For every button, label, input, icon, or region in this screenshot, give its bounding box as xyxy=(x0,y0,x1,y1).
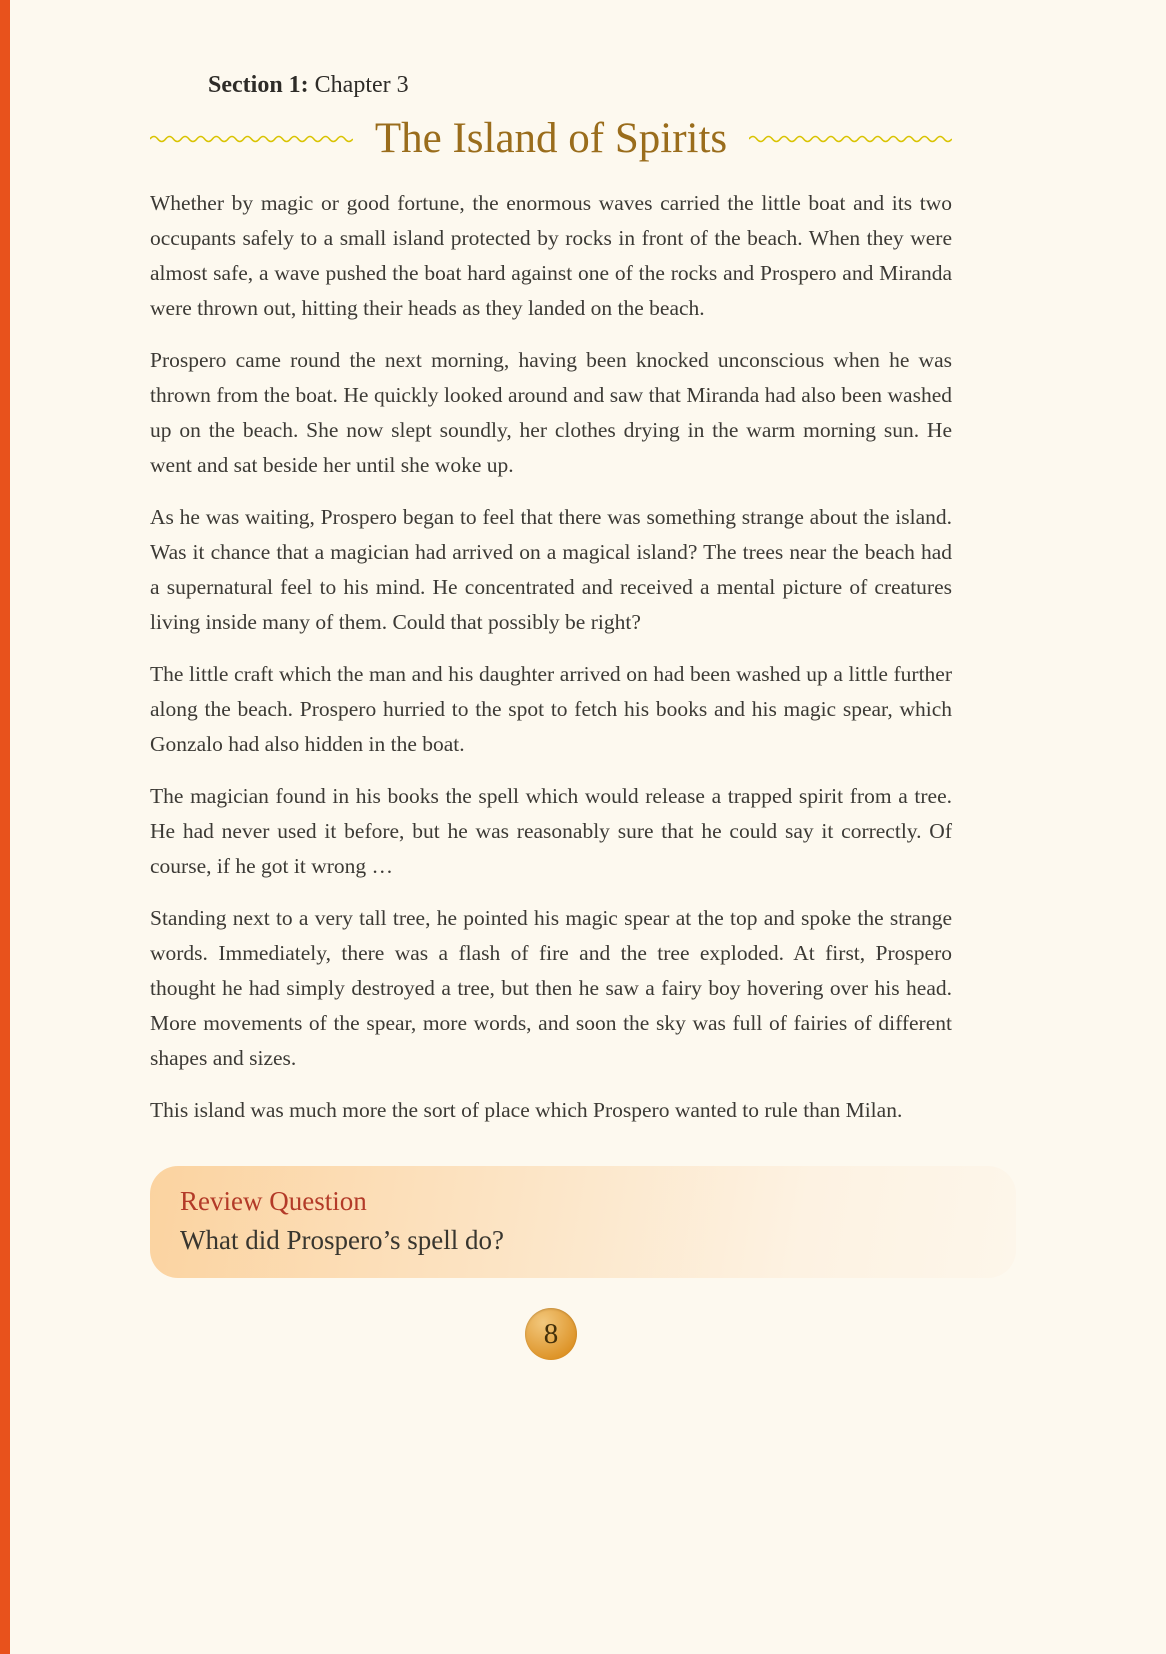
chapter-body xyxy=(150,186,952,1128)
paragraph: As he was waiting, Prospero began to feel that there was something strange about the island. Was it chance that a magician had arrived on a magical island? The trees near the beach had a supernatural feel to his mind. He concentrated and received a mental picture of creatures living inside many of them. Could that possibly be right? xyxy=(150,505,952,634)
page-title: The Island of Spirits xyxy=(374,115,728,162)
page-content xyxy=(150,72,1016,1360)
review-question-text: What did Prospero’s spell do? xyxy=(180,1225,504,1255)
wavy-divider-left-icon xyxy=(150,133,353,145)
section-label: Section 1: xyxy=(208,72,309,98)
title-row xyxy=(150,117,952,160)
paragraph: The magician found in his books the spell which would release a trapped spirit from a tree. He had never used it before, but he was reasonably sure that he could say it correctly. Of course, if he got it wrong … xyxy=(150,784,952,878)
paragraph: This island was much more the sort of place which Prospero wanted to rule than Milan. xyxy=(150,1098,903,1122)
paragraph: Standing next to a very tall tree, he pointed his magic spear at the top and spoke the strange words. Immediately, there was a flash of fire and the tree exploded. At first, Prospero thought he had simply destroyed a tree, but then he saw a fairy boy hovering over his head. More movements of the spear, more words, and soon the sky was full of fairies of different shapes and sizes. xyxy=(150,906,952,1070)
chapter-label: Chapter 3 xyxy=(308,72,409,98)
review-question-heading: Review Question xyxy=(180,1186,367,1216)
chapter-header xyxy=(208,72,1016,99)
paragraph: Prospero came round the next morning, having been knocked unconscious when he was thrown from the boat. He quickly looked around and saw that Miranda had also been washed up on the beach. She now slept soundly, her clothes drying in the warm morning sun. He went and sat beside her until she woke up. xyxy=(150,348,952,477)
paragraph: The little craft which the man and his daughter arrived on had been washed up a little further along the beach. Prospero hurried to the spot to fetch his books and his magic spear, which Gonzalo had also hidden in the boat. xyxy=(150,662,952,756)
wavy-divider-right-icon xyxy=(749,133,952,145)
paragraph: Whether by magic or good fortune, the enormous waves carried the little boat and its two occupants safely to a small island protected by rocks in front of the beach. When they were almost safe, a wave pushed the boat hard against one of the rocks and Prospero and Miranda were thrown out, hitting their heads as they landed on the beach. xyxy=(150,191,952,320)
page-number-area xyxy=(150,1308,952,1360)
review-question-box xyxy=(150,1166,1016,1278)
page-number-badge xyxy=(525,1308,577,1360)
page-edge-strip xyxy=(0,0,10,1654)
page-number: 8 xyxy=(543,1317,559,1350)
